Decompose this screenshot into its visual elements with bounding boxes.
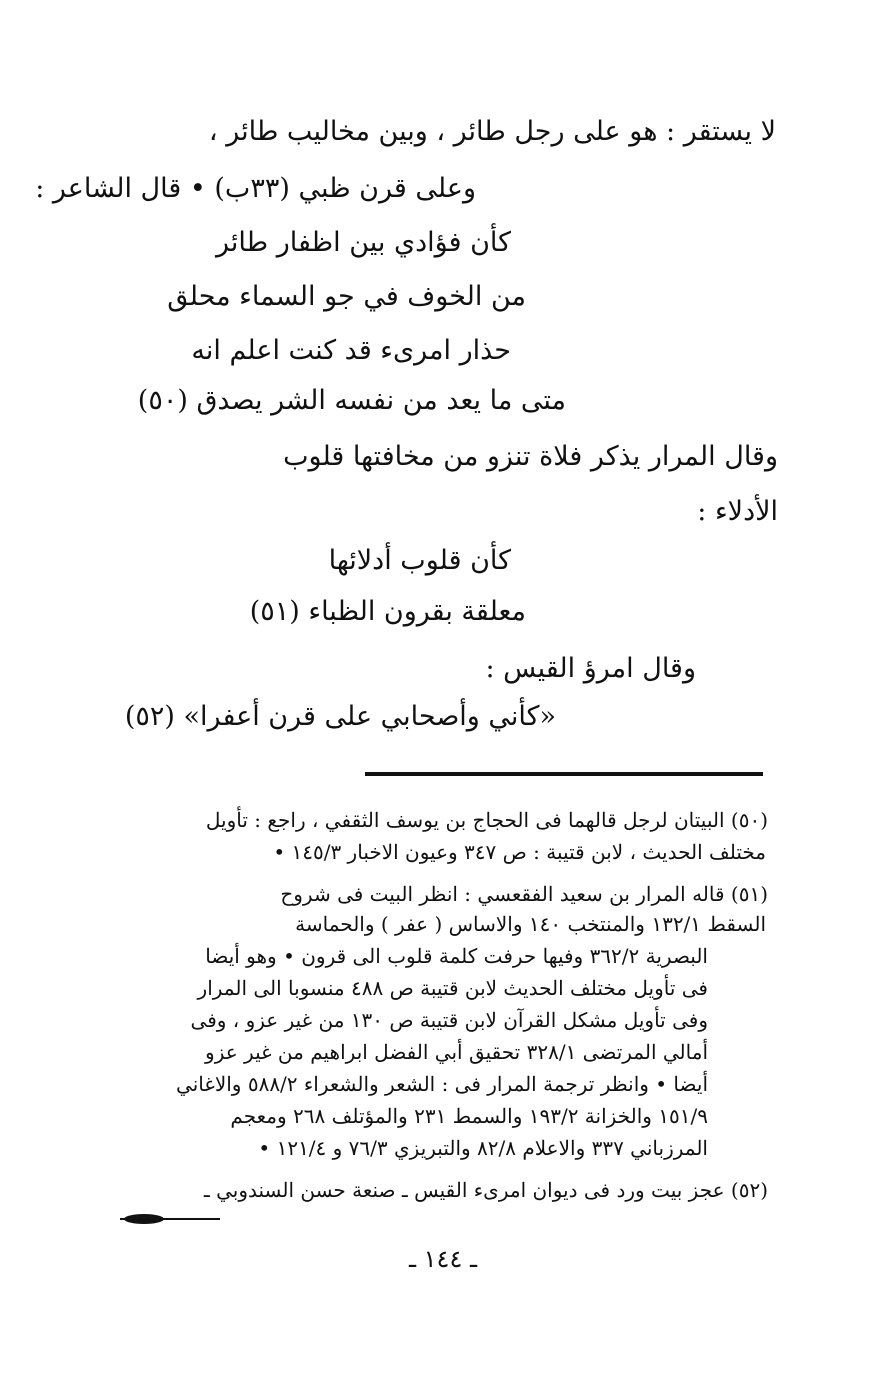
footnote-51-line-6: أمالي المرتضى ٣٢٨/١ تحقيق أبي الفضل ابراهيم من غير عزو bbox=[205, 1040, 708, 1064]
footnote-51-line-2: السقط ١٣٢/١ والمنتخب ١٤٠ والاساس ( عفر ) والحماسة bbox=[295, 912, 766, 936]
verse-line-2: من الخوف في جو السماء محلق bbox=[167, 281, 526, 312]
footnote-52-line-1: (٥٢) عجز بيت ورد فى ديوان امرىء القيس ـ صنعة حسن السندوبي ـ bbox=[203, 1178, 768, 1202]
footnote-51-line-3: البصرية ٣٦٢/٢ وفيها حرفت كلمة قلوب الى قرون • وهو أيضا bbox=[205, 944, 708, 968]
footnote-51-line-8: ١٥١/٩ والخزانة ١٩٣/٢ والسمط ٢٣١ والمؤتلف ٢٦٨ ومعجم bbox=[230, 1104, 708, 1128]
footnote-51-line-1: (٥١) قاله المرار بن سعيد الفقعسي : انظر البيت فى شروح bbox=[280, 882, 768, 906]
footnote-51-line-5: وفى تأويل مشكل القرآن لابن قتيبة ص ١٣٠ من غير عزو ، وفى bbox=[190, 1008, 708, 1032]
body-line-4: الأدلاء : bbox=[697, 496, 778, 527]
body-line-2: وعلى قرن ظبي (٣٣ب) • قال الشاعر : bbox=[35, 173, 476, 204]
verse-line-6: معلقة بقرون الظباء (٥١) bbox=[249, 596, 526, 627]
verse-line-3: حذار امرىء قد كنت اعلم انه bbox=[191, 335, 511, 366]
ornamental-end-rule bbox=[120, 1218, 220, 1220]
footnote-51-line-7: أيضا • وانظر ترجمة المرار فى : الشعر والشعراء ٥٨٨/٢ والاغاني bbox=[176, 1072, 708, 1096]
footnote-51-line-4: فى تأويل مختلف الحديث لابن قتيبة ص ٤٨٨ منسوبا الى المرار bbox=[197, 976, 708, 1000]
verse-line-4: متى ما يعد من نفسه الشر يصدق (٥٠) bbox=[137, 385, 566, 416]
body-line-3: وقال المرار يذكر فلاة تنزو من مخافتها قلوب bbox=[283, 441, 778, 472]
body-line-5: وقال امرؤ القيس : bbox=[485, 653, 696, 684]
footnote-51-line-9: المرزباني ٣٣٧ والاعلام ٨٢/٨ والتبريزي ٧٦/٣ و ١٢١/٤ • bbox=[258, 1136, 708, 1160]
footnote-50-line-1: (٥٠) البيتان لرجل قالهما فى الحجاج بن يوسف الثقفي ، راجع : تأويل bbox=[205, 808, 768, 832]
verse-line-5: كأن قلوب أدلائها bbox=[328, 545, 511, 576]
body-line-1: لا يستقر : هو على رجل طائر ، وبين مخاليب طائر ، bbox=[208, 116, 776, 147]
footnote-50-line-2: مختلف الحديث ، لابن قتيبة : ص ٣٤٧ وعيون الاخبار ١٤٥/٣ • bbox=[273, 840, 766, 864]
footnote-separator bbox=[365, 772, 763, 776]
verse-line-1: كأن فؤادي بين اظفار طائر bbox=[215, 227, 511, 258]
verse-line-7: «كأني وأصحابي على قرن أعفرا» (٥٢) bbox=[124, 701, 556, 732]
page-number: ـ ١٤٤ ـ bbox=[408, 1245, 477, 1273]
